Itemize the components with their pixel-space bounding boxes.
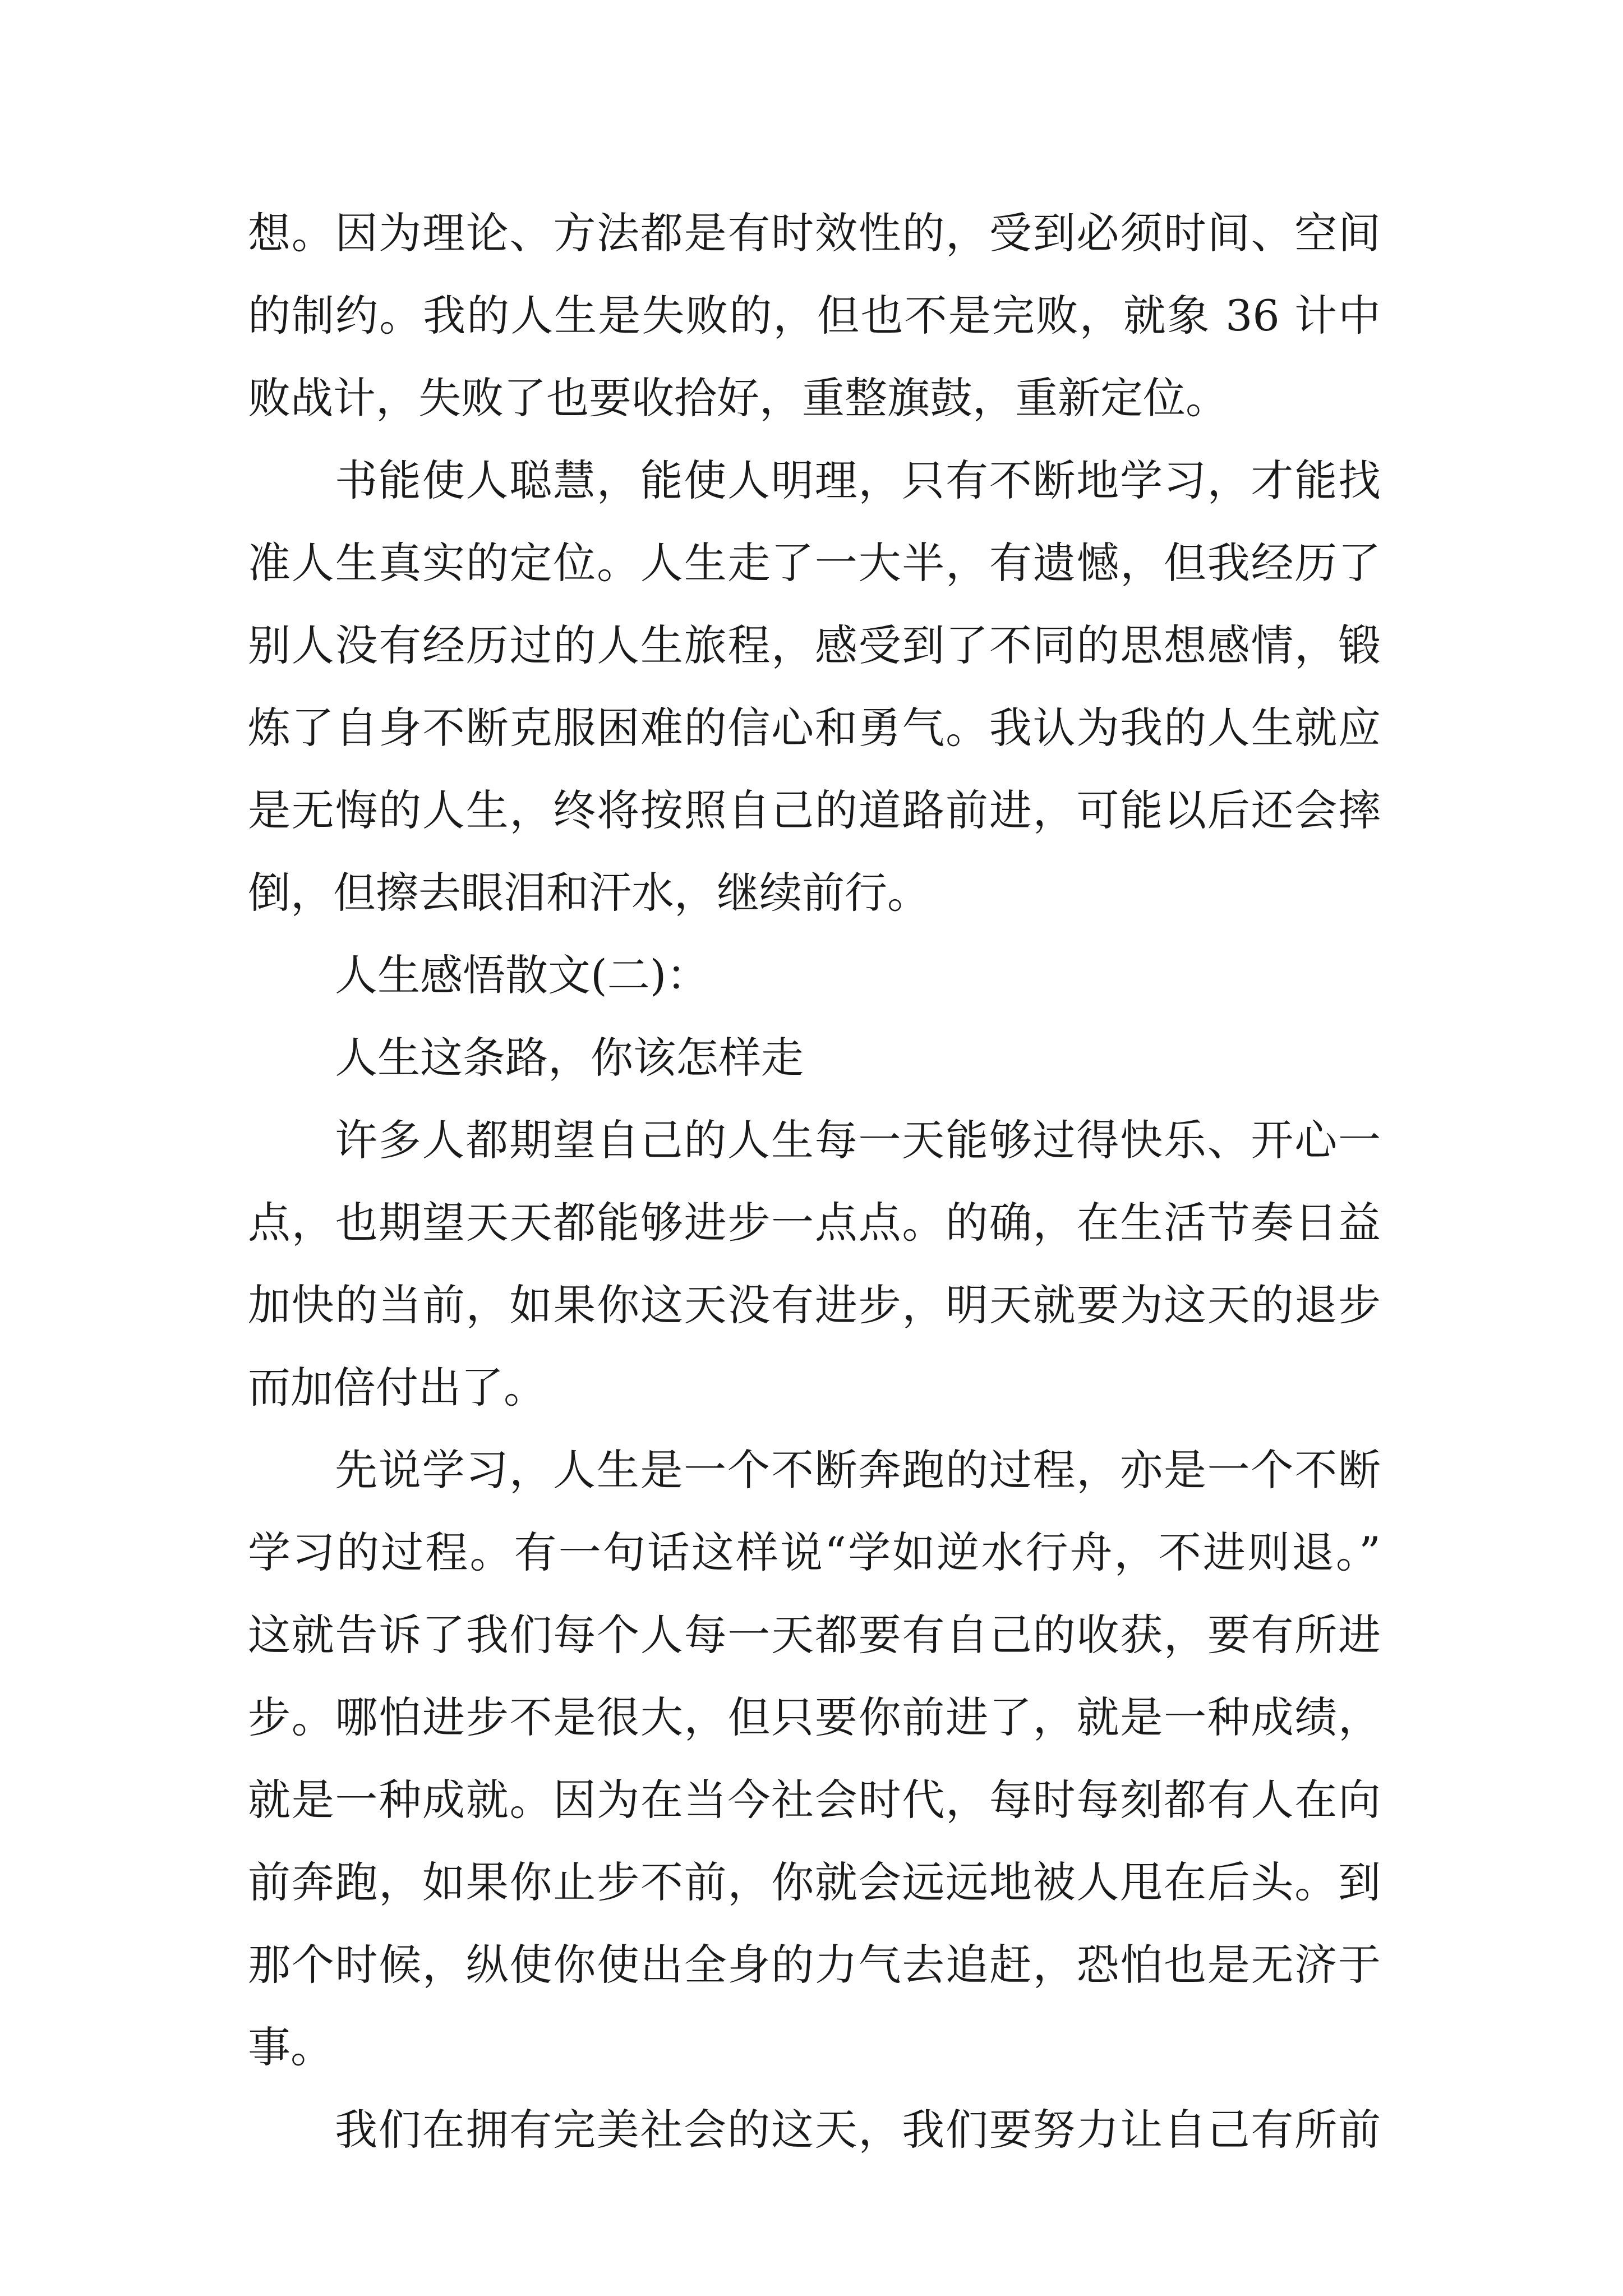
text-line: 是无悔的人生，终将按照自己的道路前进，可能以后还会摔: [248, 785, 1381, 835]
section-heading: 人生感悟散文(二)：: [335, 950, 709, 1000]
text-line: 败战计，失败了也要收拾好，重整旗鼓，重新定位。: [248, 373, 1228, 423]
paragraph-first-line: 书能使人聪慧，能使人明理，只有不断地学习，才能找: [335, 455, 1381, 505]
paragraph-first-line: 许多人都期望自己的人生每一天能够过得快乐、开心一: [335, 1115, 1381, 1165]
text-line: 点，也期望天天都能够进步一点点。的确，在生活节奏日益: [248, 1198, 1381, 1248]
text-line: 炼了自身不断克服困难的信心和勇气。我认为我的人生就应: [248, 703, 1381, 753]
text-line: 别人没有经历过的人生旅程，感受到了不同的思想感情，锻: [248, 620, 1381, 670]
text-line: 而加倍付出了。: [248, 1363, 546, 1412]
text-line: 学习的过程。有一句话这样说“学如逆水行舟，不进则退。”: [248, 1527, 1381, 1577]
text-line: 倒，但擦去眼泪和汗水，继续前行。: [248, 868, 930, 918]
text-line: 的制约。我的人生是失败的，但也不是完败，就象 36 计中: [248, 291, 1381, 341]
text-line: 前奔跑，如果你止步不前，你就会远远地被人甩在后头。到: [248, 1857, 1381, 1907]
text-line: 就是一种成就。因为在当今社会时代，每时每刻都有人在向: [248, 1775, 1381, 1825]
text-line: 想。因为理论、方法都是有时效性的，受到必须时间、空间: [248, 208, 1381, 258]
text-line: 那个时候，纵使你使出全身的力气去追赶，恐怕也是无济于: [248, 1940, 1381, 1990]
paragraph-first-line: 先说学习，人生是一个不断奔跑的过程，亦是一个不断: [335, 1445, 1381, 1495]
text-line: 步。哪怕进步不是很大，但只要你前进了，就是一种成绩，: [248, 1692, 1381, 1742]
essay-title: 人生这条路，你该怎样走: [335, 1033, 804, 1083]
text-line: 这就告诉了我们每个人每一天都要有自己的收获，要有所进: [248, 1610, 1381, 1660]
text-line: 准人生真实的定位。人生走了一大半，有遗憾，但我经历了: [248, 538, 1381, 588]
paragraph-first-line: 我们在拥有完美社会的这天，我们要努力让自己有所前: [335, 2105, 1381, 2155]
text-line: 加快的当前，如果你这天没有进步，明天就要为这天的退步: [248, 1280, 1381, 1330]
text-line: 事。: [248, 2022, 333, 2072]
